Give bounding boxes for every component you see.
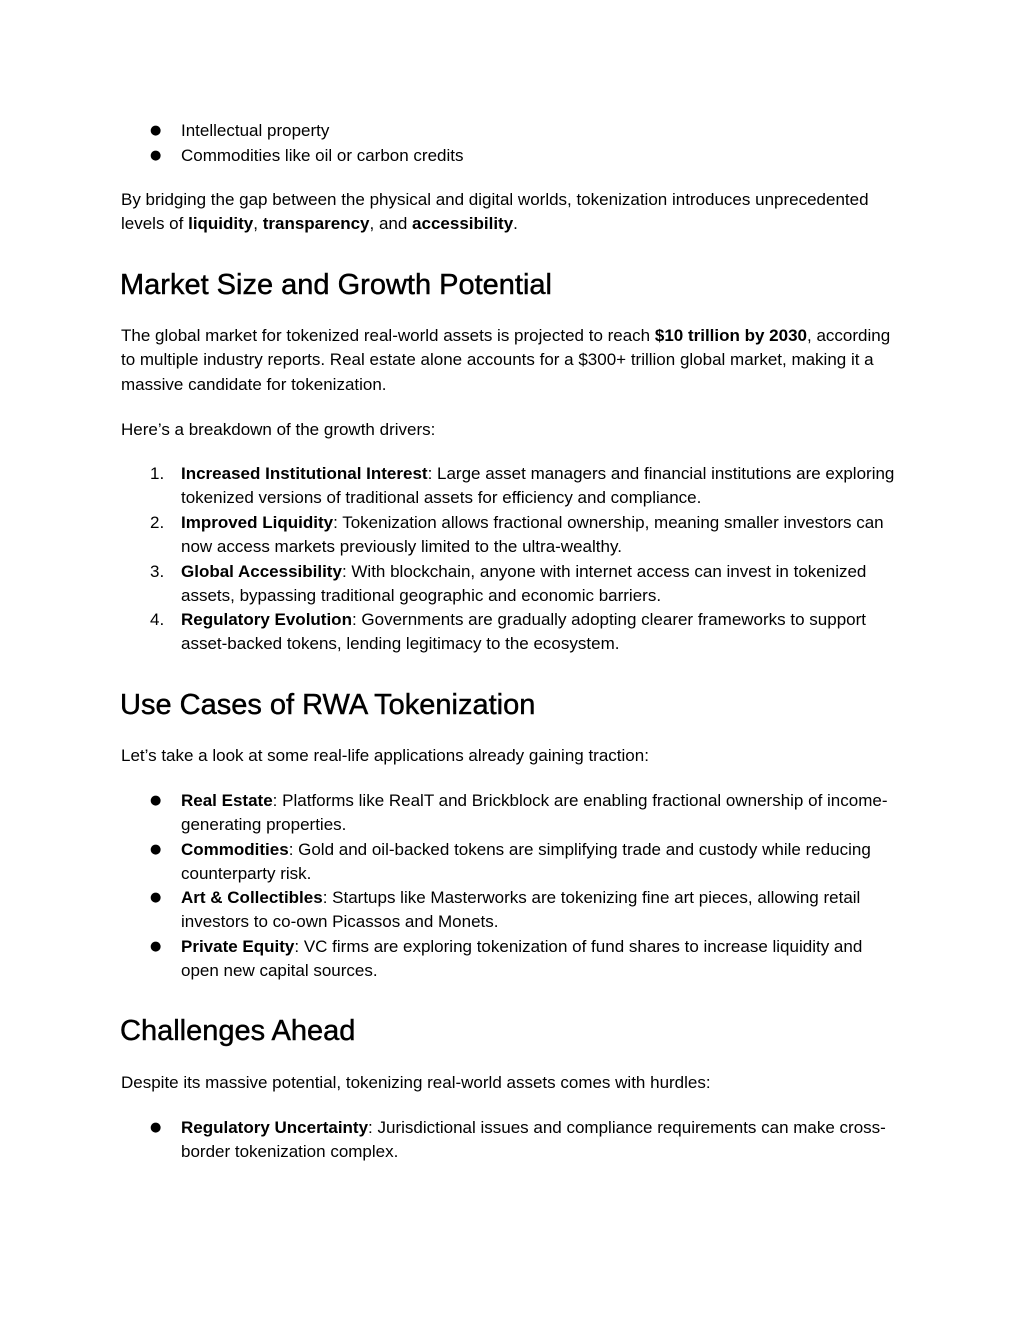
list-item-text: : With blockchain, anyone with internet access can invest in tokenized assets, bypassing traditional geographic and economic barriers.	[181, 562, 867, 606]
list-item	[181, 608, 896, 657]
list-number: 2.	[150, 513, 165, 532]
list-number: 4.	[150, 610, 165, 629]
list-item-term: Improved Liquidity	[181, 513, 334, 532]
list-number: 1.	[150, 464, 165, 483]
list-item	[181, 462, 896, 511]
list-item-term: Regulatory Uncertainty	[181, 1118, 369, 1137]
bullet-icon: ●	[150, 123, 162, 138]
use-cases-intro: Let’s take a look at some real-life applications already gaining traction:	[121, 746, 649, 765]
list-item-term: Art & Collectibles	[181, 888, 323, 907]
bullet-icon: ●	[150, 890, 162, 905]
bullet-icon: ●	[150, 148, 162, 163]
list-item	[181, 838, 896, 887]
market-paragraph	[121, 324, 906, 397]
list-number: 3.	[150, 562, 165, 581]
list-item	[181, 511, 896, 560]
list-item-term: Private Equity	[181, 937, 295, 956]
list-item	[181, 560, 896, 609]
list-item-text: : Tokenization allows fractional ownership, meaning smaller investors can now access markets previously limited to the ultra-wealthy.	[181, 513, 884, 557]
bullet-icon: ●	[150, 939, 162, 954]
separator-text: ,	[253, 214, 263, 234]
intro-paragraph	[121, 188, 906, 237]
bullet-icon: ●	[150, 842, 162, 857]
intro-text: By bridging the gap between the physical and digital worlds, tokenization introduces unprecedented levels of	[121, 190, 869, 234]
list-item-text: Intellectual property	[181, 121, 330, 140]
list-item	[181, 144, 896, 168]
list-item	[181, 886, 896, 935]
heading-market-size: Market Size and Growth Potential	[120, 269, 552, 301]
list-item-text: : VC firms are exploring tokenization of fund shares to increase liquidity and open new capital sources.	[181, 937, 863, 981]
list-item	[181, 789, 896, 838]
list-item-text: Commodities like oil or carbon credits	[181, 146, 464, 165]
list-item-term: Real Estate	[181, 791, 273, 810]
list-item-term: Increased Institutional Interest	[181, 464, 428, 483]
separator-text: , and	[369, 214, 413, 234]
market-text-continued: , according to multiple industry reports. Real estate alone accounts for a $300+ trillion global market, making it a massive candidate for tokenization.	[121, 326, 891, 394]
list-item-term: Global Accessibility	[181, 562, 342, 581]
list-item-term: Regulatory Evolution	[181, 610, 352, 629]
list-item	[181, 935, 896, 984]
heading-challenges: Challenges Ahead	[120, 1015, 356, 1047]
term-accessibility: accessibility	[412, 214, 514, 234]
list-item-text: : Jurisdictional issues and compliance requirements can make cross-border tokenization complex.	[181, 1118, 886, 1162]
heading-use-cases: Use Cases of RWA Tokenization	[120, 689, 536, 721]
list-item	[181, 119, 896, 143]
term-liquidity: liquidity	[188, 214, 254, 234]
bullet-icon: ●	[150, 1120, 162, 1135]
list-item-text: : Gold and oil-backed tokens are simplifying trade and custody while reducing counterparty risk.	[181, 840, 871, 884]
list-item-text: : Platforms like RealT and Brickblock are enabling fractional ownership of income-generating properties.	[181, 791, 888, 835]
challenges-intro: Despite its massive potential, tokenizing real-world assets comes with hurdles:	[121, 1073, 711, 1092]
list-item-term: Commodities	[181, 840, 289, 859]
list-item	[181, 1116, 896, 1165]
term-transparency: transparency	[262, 214, 370, 234]
period-text: .	[513, 214, 518, 234]
list-item-text: : Governments are gradually adopting clearer frameworks to support asset-backed tokens, lending legitimacy to the ecosystem.	[181, 610, 866, 654]
market-projection: $10 trillion by 2030	[654, 326, 808, 345]
market-text: The global market for tokenized real-world assets is projected to reach	[121, 326, 655, 345]
bullet-icon: ●	[150, 793, 162, 808]
list-item-text: : Large asset managers and financial institutions are exploring tokenized versions of traditional assets for efficiency and compliance.	[181, 464, 895, 508]
list-item-text: : Startups like Masterworks are tokenizing fine art pieces, allowing retail investors to co-own Picassos and Monets.	[181, 888, 861, 932]
drivers-intro: Here’s a breakdown of the growth drivers:	[121, 420, 436, 439]
